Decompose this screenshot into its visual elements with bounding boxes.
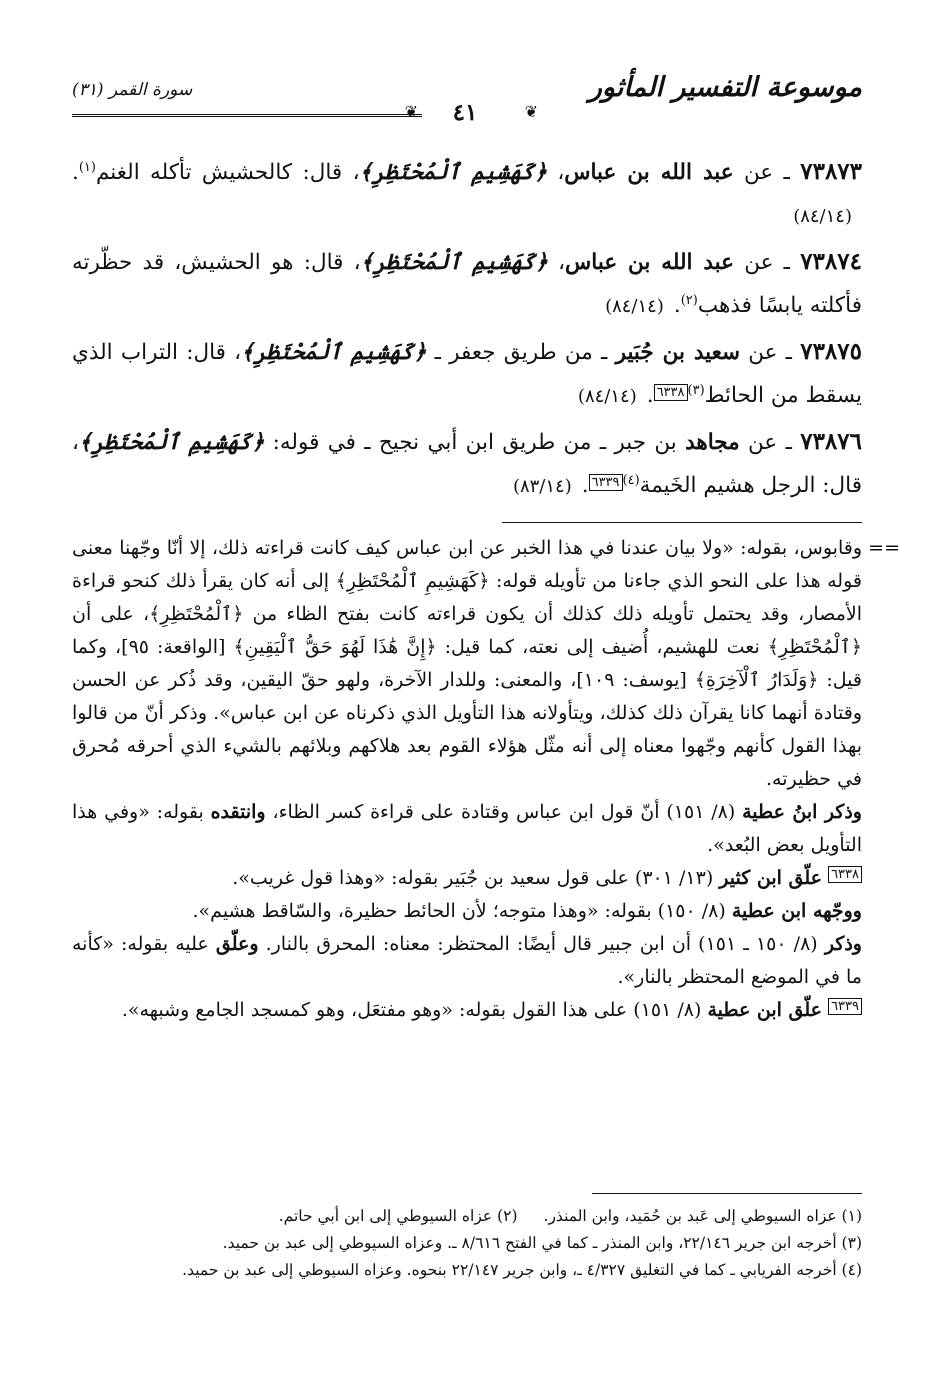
commentary-lead: ووجّهه ابن عطية [731, 900, 862, 922]
commentary-box-id: ٦٣٣٩ [828, 998, 862, 1015]
commentary-text: (١٣/ ٣٠١) على قول سعيد بن جُبَير بقوله: «وهذا قول غريب». [232, 867, 720, 889]
narration-text: ، قال: التراب الذي يسقط من الحائط [72, 340, 862, 408]
narrator-name: مجاهد [685, 430, 740, 455]
narration-item [72, 330, 862, 418]
commentary-note [72, 862, 862, 895]
narration-text: بن جبر ـ من طريق ابن أبي نجيح ـ في قوله: [264, 430, 686, 455]
narrator-name: عبد الله بن عباس [564, 160, 734, 185]
narration-text: ـ عن [740, 340, 801, 365]
continuation-mark: == [868, 537, 900, 559]
narration-number: ٧٣٨٧٦ [800, 428, 862, 455]
footnote-item: (٢) عزاه السيوطي إلى ابن أبي حاتم. [278, 1207, 518, 1225]
footnote-ref[interactable]: (٢) [680, 292, 698, 308]
commentary-note [72, 895, 862, 928]
footnote-item: (٤) أخرجه الفريابي ـ كما في التغليق ٤/٣٢٧ ـ، وابن جرير ٢٢/١٤٧ بنحوه. وعزاه السيوطي إلى عبد بن حميد. [182, 1261, 862, 1279]
quran-quote: ﴿كَهَشِيمِ ٱلْمُحْتَظِرِ﴾ [359, 160, 547, 185]
narrator-name: عبد الله بن عباس [565, 250, 734, 275]
narration-text: ـ عن [733, 160, 801, 185]
book-title: موسوعة التفسير المأثور [588, 72, 862, 103]
narration-item [72, 150, 862, 238]
footnote-line [72, 1203, 862, 1230]
commentary-note [72, 928, 862, 994]
commentary-lead: وانتقده [210, 801, 266, 823]
narration-text: ـ عن [733, 250, 801, 275]
narration-text: ـ عن [739, 430, 801, 455]
footnote-item: (١) عزاه السيوطي إلى عَبد بن حُمَيد، وابن المنذر. [543, 1207, 862, 1225]
footnote-divider [592, 1193, 862, 1194]
commentary-text: عليه بقوله: «كأنه ما في الموضع المحتظر بالنار». [72, 933, 862, 988]
commentary-block [72, 532, 900, 1027]
commentary-paragraph [72, 796, 862, 862]
narration-end: . [72, 160, 79, 185]
narration-text: ـ من طريق جعفر ـ [426, 340, 616, 365]
footnote-ref[interactable]: (٤) [622, 472, 640, 488]
narration-end: . [646, 383, 654, 408]
page-number: ٤١ [452, 99, 478, 126]
section-divider [502, 522, 862, 523]
narration-number: ٧٣٨٧٣ [800, 158, 863, 185]
commentary-lead: علّق ابن كثير [719, 867, 823, 889]
narrator-name: سعيد بن جُبَير [615, 340, 740, 365]
surah-title: سورة القمر (٣١) [72, 80, 193, 100]
narration-text: ، [547, 250, 566, 275]
commentary-box-ref[interactable]: ٦٣٣٨ [654, 384, 688, 401]
page-header [72, 70, 862, 126]
narration-end: . [581, 473, 589, 498]
narration-item [72, 240, 862, 328]
quran-quote: ﴿كَهَشِيمِ ٱلْمُحْتَظِرِ﴾ [241, 340, 427, 365]
narrations [72, 150, 862, 510]
commentary-paragraph: وقابوس، بقوله: «ولا بيان عندنا في هذا الخبر عن ابن عباس كيف كانت قراءته ذلك، إلا أنّا وجّهنا معنى قوله هذا على النحو الذي جاءنا من تأويله قوله: ﴿كَهَشِيمِ ٱلْمُحْتَظِرِ﴾ إلى أنه كان يقرأ ذلك كنحو قراءة الأمصار، وقد يحتمل تأويله ذلك كذلك أن يكون قراءته كانت بفتح الظاء من ﴿ٱلْمُحْتَظِرِ﴾، على أن ﴿ٱلْمُحْتَظِرِ﴾ نعت للهشيم، أُضيف إلى نعته، كما قيل: ﴿إِنَّ هَٰذَا لَهُوَ حَقُّ ٱلْيَقِينِ﴾ [الواقعة: ٩٥]، وكما قيل: ﴿وَلَدَارُ ٱلْآخِرَةِ﴾ [يوسف: ١٠٩]، والمعنى: وللدار الآخرة، ولهو حقّ اليقين، وقد ذُكر عن الحسن وقتادة أنهما كانا يقرآن ذلك كذلك، ويتأولانه هذا التأويل الذي ذكرناه عن ابن عباس». وذكر أنّ من قالوا بهذا القول كأنهم وجّهوا معناه إلى أنه مثّل هؤلاء القوم بعد هلاكهم وبلائهم بالشيء الذي أحرقه مُحرق في حظيرته. [72, 537, 862, 790]
narration-number: ٧٣٨٧٥ [800, 338, 862, 365]
narration-item [72, 420, 862, 508]
commentary-lead: علّق ابن عطية [707, 999, 823, 1021]
footnote-item: (٣) أخرجه ابن جرير ٢٢/١٤٦، وابن المنذر ـ كما في الفتح ٨/٦١٦ ـ. وعزاه السيوطي إلى عبد بن حميد. [222, 1234, 862, 1252]
header-rule-left [72, 114, 422, 117]
commentary-lead: وذكر [824, 933, 862, 955]
source-ref: (٨٤/١٤) [793, 206, 852, 227]
narration-text: ، قال: هو الحشيش، قد حظّرته فأكلته يابسًا فذهب [72, 250, 862, 318]
source-ref: (٨٣/١٤) [512, 476, 572, 497]
quran-quote: ﴿كَهَشِيمِ ٱلْمُحْتَظِرِ﴾ [360, 250, 548, 275]
commentary-lead: وعلّق [215, 933, 259, 955]
commentary-text: بقوله: «وفي هذا التأويل بعض البُعد». [72, 801, 862, 856]
commentary-note [72, 994, 862, 1027]
commentary-text: (٨/ ١٥٠ ـ ١٥١) أن ابن جبير قال أيضًا: المحتظر: معناه: المحرق بالنار. [258, 933, 825, 955]
quran-quote: ﴿كَهَشِيمِ ٱلْمُحْتَظِرِ﴾ [78, 430, 265, 455]
footnote-ref[interactable]: (١) [78, 159, 96, 175]
ornament-icon: ❦ [404, 102, 418, 121]
narration-text: ، [546, 160, 565, 185]
narration-text: ، قال: الرجل هشيم الخَيمة [72, 430, 862, 498]
commentary-box-id: ٦٣٣٨ [828, 866, 862, 883]
commentary-lead: وذكر ابنُ عطية [742, 801, 862, 823]
commentary-box-ref[interactable]: ٦٣٣٩ [589, 474, 623, 491]
narration-number: ٧٣٨٧٤ [800, 248, 862, 275]
narration-text: ، قال: كالحشيش تأكله الغنم [95, 160, 360, 185]
commentary-text: (٨/ ١٥١) على هذا القول بقوله: «وهو مفتعَل، وهو كمسجد الجامع وشبهه». [121, 999, 708, 1021]
commentary-text: (٨/ ١٥١) أنّ قول ابن عباس وقتادة على قراءة كسر الظاء، [265, 801, 743, 823]
source-ref: (٨٤/١٤) [605, 296, 664, 317]
footnotes [72, 1203, 862, 1284]
narration-end: . [673, 293, 681, 318]
ornament-icon: ❦ [524, 102, 538, 121]
source-ref: (٨٤/١٤) [577, 386, 637, 407]
commentary-text: (٨/ ١٥٠) بقوله: «وهذا متوجه؛ لأن الحائط حظيرة، والسّاقط هشيم». [192, 900, 732, 922]
footnote-ref[interactable]: (٣) [687, 382, 705, 398]
